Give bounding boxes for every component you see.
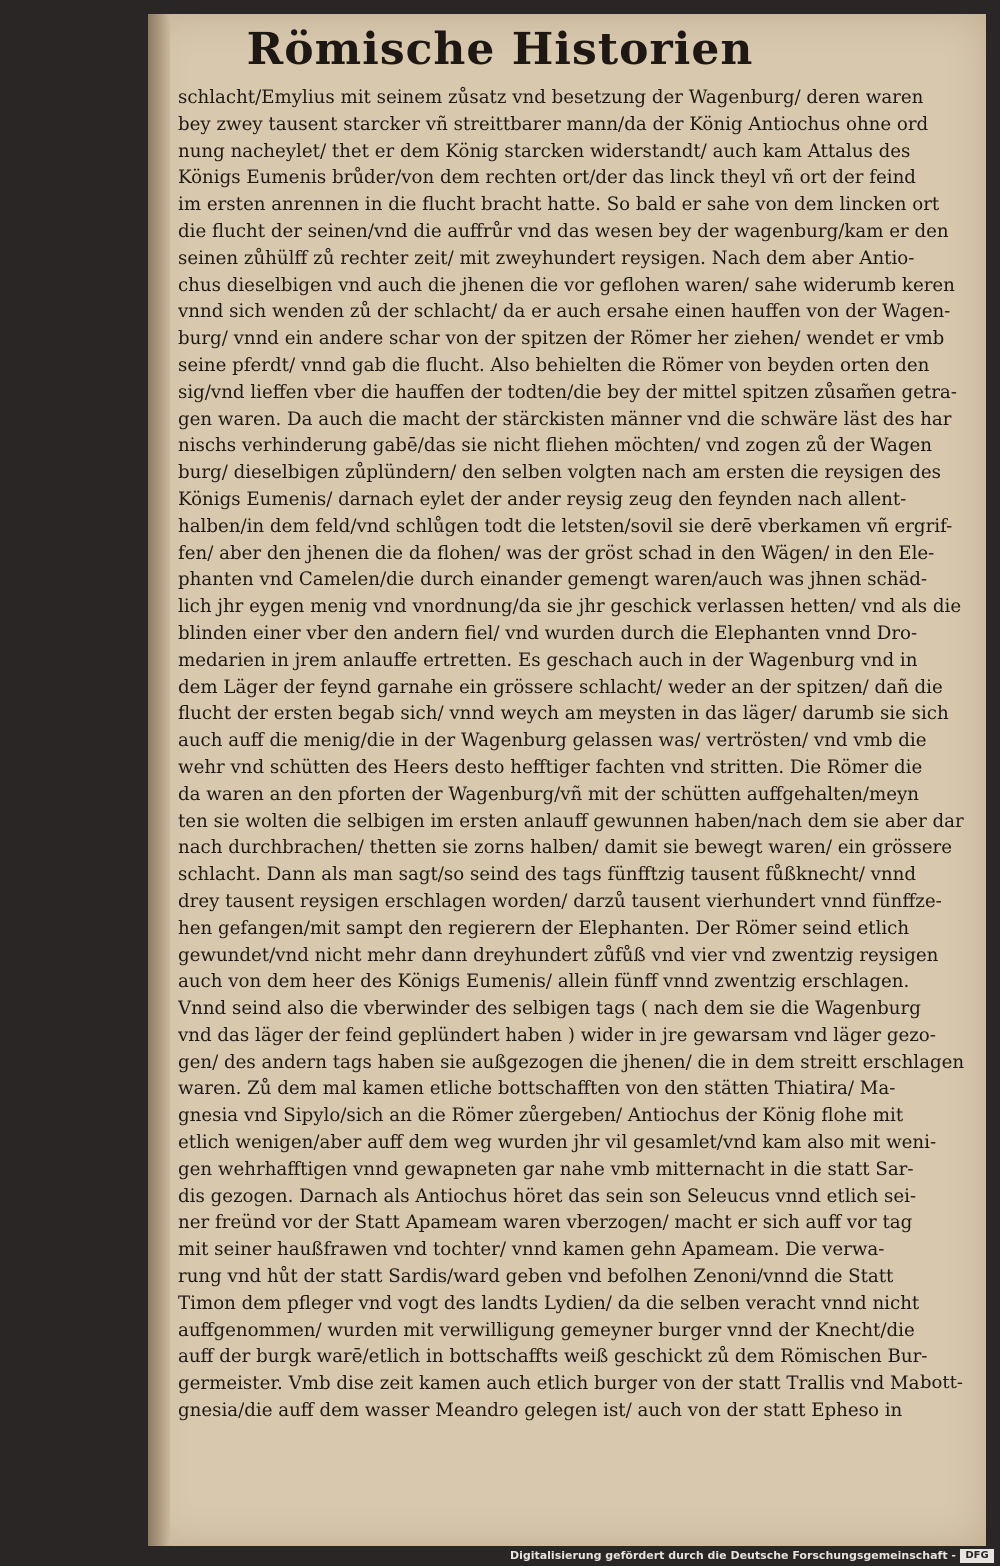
text-line: halben/in dem feld/vnd schlůgen todt die letsten/sovil sie derē vberkamen vñ ergrif-: [178, 515, 953, 537]
text-line: dis gezogen. Darnach als Antiochus höret das sein son Seleucus vnnd etlich sei-: [178, 1185, 917, 1207]
text-line: auff der burgk warē/etlich in bottschaffts weiß geschickt zů dem Römischen Bur-: [178, 1346, 928, 1368]
text-line: auch von dem heer des Königs Eumenis/ allein fünff vnnd zwentzig erschlagen.: [178, 971, 910, 993]
catchword: bott-: [920, 1372, 963, 1393]
text-line: auffgenommen/ wurden mit verwilligung gemeyner burger vnnd der Knecht/die: [178, 1319, 915, 1341]
text-line: nung nacheylet/ thet er dem König starcken widerstandt/ auch kam Attalus des: [178, 140, 911, 162]
text-line: blinden einer vber den andern fiel/ vnd wurden durch die Elephanten vnnd Dro-: [178, 622, 918, 644]
text-line: seine pferdt/ vnnd gab die flucht. Also behielten die Römer von beyden orten den: [178, 354, 930, 376]
text-line: sig/vnd lieffen vber die hauffen der todten/die bey der mittel spitzen zůsam̃en getra-: [178, 381, 957, 403]
text-line: flucht der ersten begab sich/ vnnd weych am meysten in das läger/ darumb sie sich: [178, 703, 949, 725]
text-line: burg/ vnnd ein andere schar von der spitzen der Römer her ziehen/ wendet er vmb: [178, 328, 945, 350]
text-line: bey zwey tausent starcker vñ streittbarer mann/da der König Antiochus ohne ord: [178, 113, 929, 135]
text-line: vnnd sich wenden zů der schlacht/ da er auch ersahe einen hauffen von der Wagen-: [178, 301, 951, 323]
text-line: Vnnd seind also die vberwinder des selbigen tags ( nach dem sie die Wagenburg: [178, 998, 921, 1020]
text-line: ner freünd vor der Statt Apameam waren vberzogen/ macht er sich auff vor tag: [178, 1212, 913, 1234]
text-line: waren. Zů dem mal kamen etliche bottschafften von den stätten Thiatira/ Ma-: [178, 1078, 896, 1100]
text-line: nischs verhinderung gabē/das sie nicht fliehen möchten/ vnd zogen zů der Wagen: [178, 435, 932, 457]
text-line: auch auff die menig/die in der Wagenburg gelassen was/ vertrösten/ vnd vmb die: [178, 730, 927, 752]
text-line: die flucht der seinen/vnd die auffrůr vnd das wesen bey der wagenburg/kam er den: [178, 220, 949, 242]
footer-bar: [0, 1546, 1000, 1566]
text-line: gen waren. Da auch die macht der stärckisten männer vnd die schwäre läst des har: [178, 408, 952, 430]
text-line: gewundet/vnd nicht mehr dann dreyhundert zůfůß vnd vier vnd zwentzig reysigen: [178, 944, 939, 966]
text-line: medarien in jrem anlauffe ertretten. Es geschach auch in der Wagenburg vnd in: [178, 649, 918, 671]
text-line: seinen zůhülff zů rechter zeit/ mit zweyhundert reysigen. Nach dem aber Antio-: [178, 247, 915, 269]
footer-credit: Digitalisierung gefördert durch die Deutsche Forschungsgemeinschaft -: [509, 1549, 956, 1562]
text-line: chus dieselbigen vnd auch die jhenen die vor geflohen waren/ sahe widerumb keren: [178, 274, 955, 296]
text-line: vnd das läger der feind geplündert haben ) wider in jre gewarsam vnd läger gezo-: [178, 1024, 936, 1046]
text-line: gnesia/die auff dem wasser Meandro gelegen ist/ auch von der statt Epheso in: [178, 1400, 903, 1422]
text-line: schlacht/Emylius mit seinem zůsatz vnd besetzung der Wagenburg/ deren waren: [178, 87, 924, 108]
text-line: wehr vnd schütten des Heers desto hefftiger fachten vnd stritten. Die Römer die: [178, 756, 923, 778]
text-line: hen gefangen/mit sampt den regierern der Elephanten. Der Römer seind etlich: [178, 917, 910, 939]
running-title: Römische Historien: [246, 24, 754, 75]
text-line: ten sie wolten die selbigen im ersten anlauff gewunnen haben/nach dem sie aber dar: [178, 810, 964, 832]
text-line: schlacht. Dann als man sagt/so seind des tags fünfftzig tausent fůßknecht/ vnnd: [178, 864, 916, 886]
text-line: Königs Eumenis brůder/von dem rechten ort/der das linck theyl vñ ort der feind: [178, 167, 916, 189]
text-line: lich jhr eygen menig vnd vnordnung/da sie jhr geschick verlassen hetten/ vnd als die: [178, 596, 962, 618]
text-line: drey tausent reysigen erschlagen worden/ darzů tausent vierhundert vnnd fünffze-: [178, 890, 942, 912]
text-line: mit seiner haußfrawen vnd tochter/ vnnd kamen gehn Apameam. Die verwa-: [178, 1239, 885, 1261]
text-line: etlich wenigen/aber auff dem weg wurden jhr vil gesamlet/vnd kam also mit weni-: [178, 1132, 937, 1154]
text-line: gnesia vnd Sipylo/sich an die Römer zůergeben/ Antiochus der König flohe mit: [178, 1105, 904, 1127]
dfg-logo: DFG: [960, 1549, 994, 1563]
page-body-text: [178, 85, 968, 1425]
text-line: Timon dem pfleger vnd vogt des landts Lydien/ da die selben veracht vnnd nicht: [178, 1292, 920, 1314]
text-line: im ersten anrennen in die flucht bracht hatte. So bald er sahe von dem lincken ort: [178, 194, 940, 216]
text-line: phanten vnd Camelen/die durch einander gemengt waren/auch was jhnen schäd-: [178, 569, 928, 591]
text-line: dem Läger der feynd garnahe ein grössere schlacht/ weder an der spitzen/ dañ die: [178, 676, 943, 698]
text-line: Königs Eumenis/ darnach eylet der ander reysig zeug den feynden nach allent-: [178, 488, 907, 510]
text-line: burg/ dieselbigen zůplündern/ den selben volgten nach am ersten die reysigen des: [178, 462, 941, 484]
page-gutter: [148, 14, 170, 1546]
text-line: rung vnd hůt der statt Sardis/ward geben vnd befolhen Zenoni/vnnd die Statt: [178, 1266, 894, 1288]
text-line: nach durchbrachen/ thetten sie zorns halben/ damit sie bewegt waren/ ein grössere: [178, 837, 953, 859]
text-line: gen/ des andern tags haben sie außgezogen die jhenen/ die in dem streitt erschlagen: [178, 1051, 965, 1073]
text-line: gen wehrhafftigen vnnd gewapneten gar nahe vmb mitternacht in die statt Sar-: [178, 1158, 914, 1180]
text-line: fen/ aber den jhenen die da flohen/ was der gröst schad in den Wägen/ in den Ele-: [178, 542, 935, 564]
text-line: da waren an den pforten der Wagenburg/vñ mit der schütten auffgehalten/meyn: [178, 783, 920, 805]
text-line: germeister. Vmb dise zeit kamen auch etlich burger von der statt Trallis vnd Ma: [178, 1373, 920, 1395]
